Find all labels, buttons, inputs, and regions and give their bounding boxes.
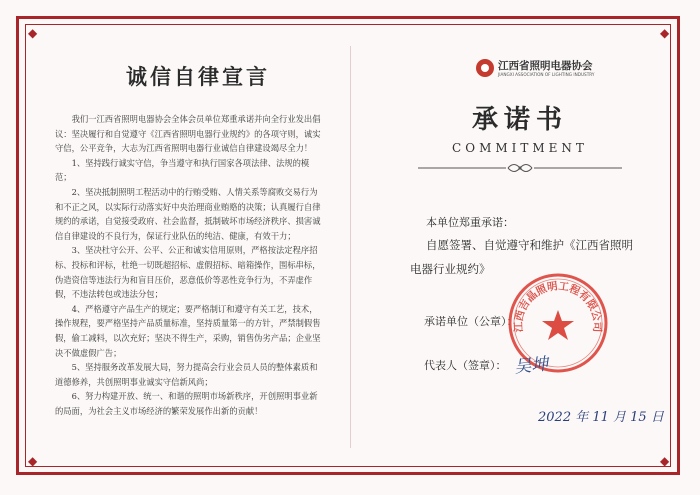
- commitment-title: 承诺书: [471, 105, 568, 135]
- commitment-line: 自愿签署、自觉遵守和维护《江西省照明: [426, 238, 633, 252]
- commitment-subtitle: COMMITMENT: [452, 141, 588, 155]
- declaration-paragraph: 1、坚持践行诚实守信，争当遵守和执行国家各项法律、法规的模范；: [55, 157, 310, 183]
- sign-date: 2022 年 11 月 15 日: [538, 410, 664, 425]
- commitment-line: 本单位郑重承诺：: [426, 216, 514, 229]
- representative-label: 代表人（签章）：: [424, 359, 507, 372]
- corner-ornament-icon: ◆: [660, 454, 670, 468]
- declaration-body: [55, 112, 325, 418]
- corner-ornament-icon: ◆: [28, 26, 38, 40]
- declaration-paragraph: 5、坚持服务改革发展大局，努力提高会行业会员人员的整体素质和道德修养，共创照明事业诚实守信新风尚；: [55, 362, 318, 387]
- ornament-divider-icon: [418, 161, 622, 175]
- center-divider: [350, 46, 351, 448]
- declaration-paragraph: 3、坚决杜守公开、公平、公正和诚实信用原则，严格按法定程序招标、投标和评标，杜绝一切既超招标、虚假招标、暗箱操作，围标串标，伪造资信等违法行为和盲目压价，恶意低价等恶性竞争行为，不弄虚作假，不违法转包或违法分包；: [55, 245, 321, 300]
- declaration-paragraph: 4、严格遵守产品生产的规定；要严格制订和遵守有关工艺，技术，操作规程，要严格坚持产品质量标准，坚持质量第一的方针，严禁制假售假，偷工减料，以次充好；坚决不得生产，采购，销售伪劣产品；企业坚决不做虚假广告；: [55, 303, 321, 358]
- commitment-line: 电器行业规约》: [410, 262, 491, 276]
- corner-ornament-icon: ◆: [28, 454, 38, 468]
- declaration-paragraph: 2、坚决抵制照明工程活动中的行贿受贿、人情关系等腐败交易行为和不正之风，以实际行动落实好中央治理商业贿赂的决策；认真履行自律规约的承诺，自觉接受政府、社会监督，抵制破坏市场经济秩序、损害诚信自律建设的不良行为，保证行业队伍的纯洁、健康，有效干力；: [55, 186, 321, 241]
- association-name: 江西省照明电器协会: [498, 60, 593, 72]
- corner-ornament-icon: ◆: [660, 26, 670, 40]
- association-emblem-icon: [476, 59, 494, 77]
- association-logo: [476, 58, 626, 84]
- declaration-title: 诚信自律宣言: [126, 64, 270, 89]
- seal-text: 江西吉晶照明工程有限公司: [512, 280, 604, 333]
- unit-label: 承诺单位（公章）：: [424, 315, 518, 328]
- declaration-paragraph: 我们一江西省照明电器协会全体会员单位郑重承诺并向全行业发出倡议：坚决履行和自觉遵守《江西省照明电器行业规约》的各项守则，诚实守信，公平竞争，大志为江西省照明电器行业诚信自律建设竭尽全力！: [55, 114, 321, 154]
- representative-signature: 吴坤: [513, 354, 550, 378]
- association-name-en: JIANGXI ASSOCIATION OF LIGHTING INDUSTRY: [498, 72, 595, 77]
- declaration-paragraph: 6、努力构建开放、统一、和谐的照明市场新秩序，开创照明事业新的局面，为社会主义市场经济的繁荣发展作出新的贡献！: [55, 391, 318, 416]
